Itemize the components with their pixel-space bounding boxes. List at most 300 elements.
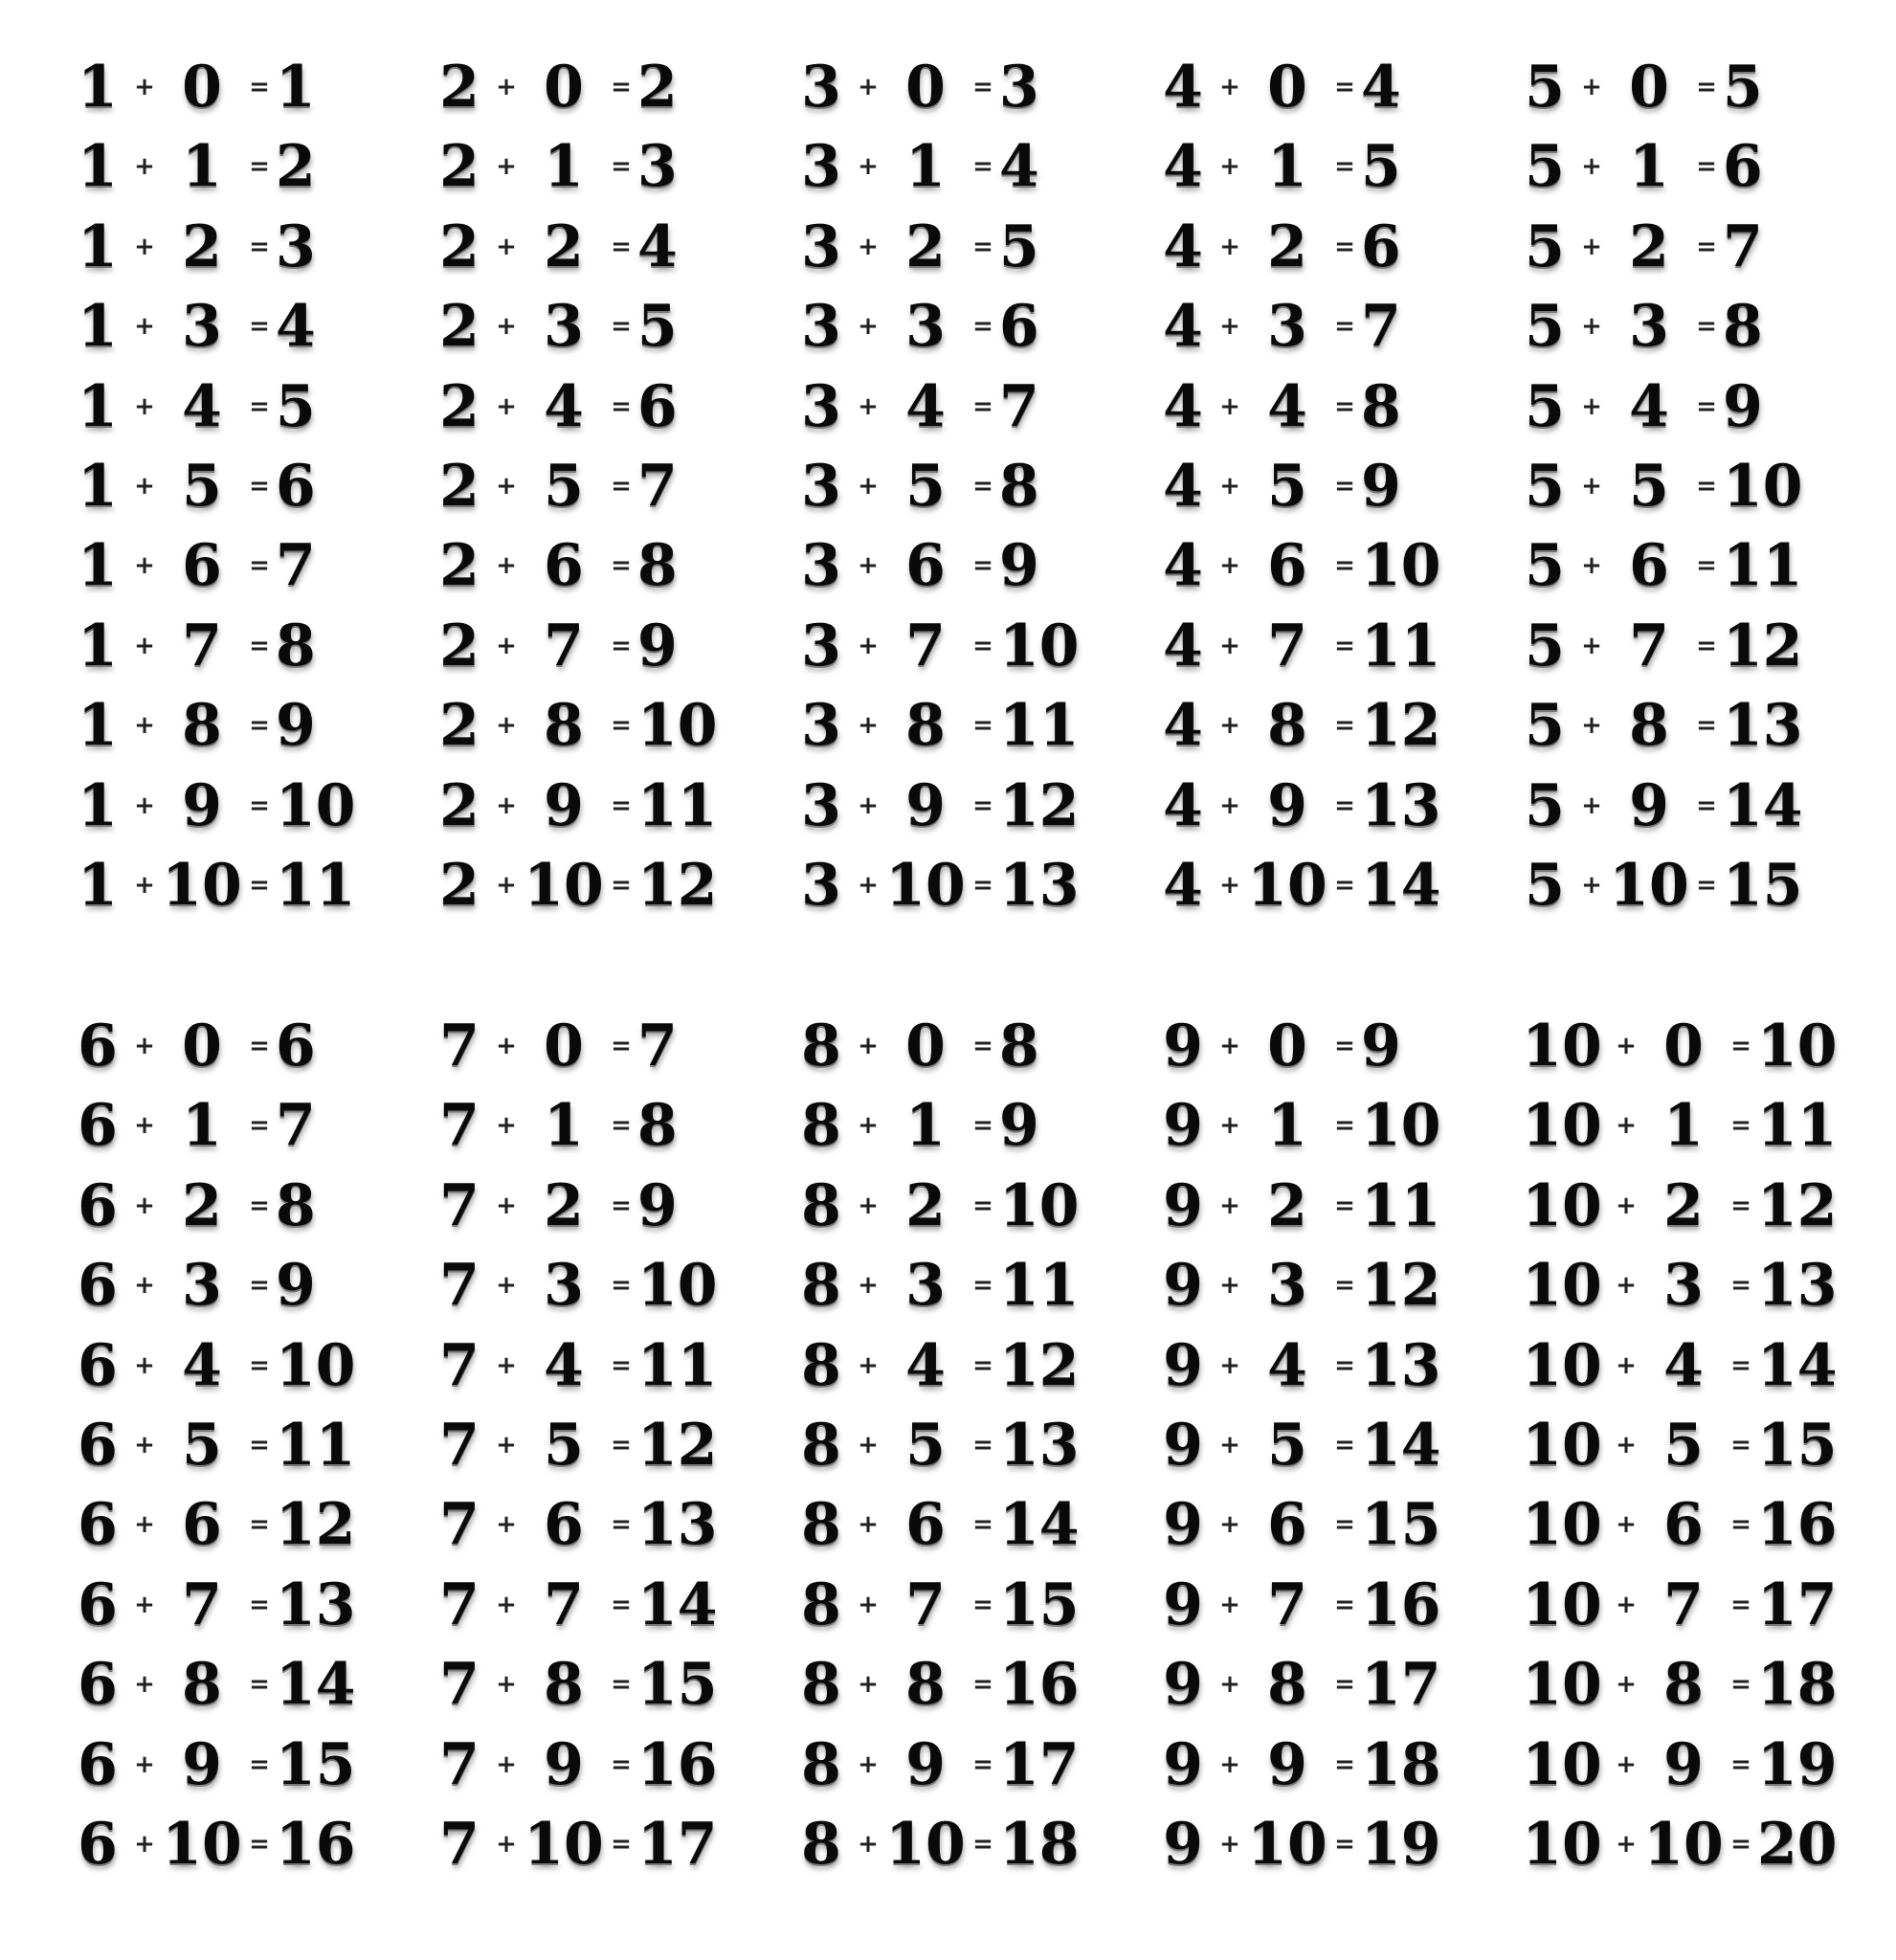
addend-b: 8	[905, 1651, 946, 1719]
addend-b: 3	[905, 1252, 946, 1320]
sum-result: 7	[1723, 212, 1763, 280]
equation-row	[791, 212, 1133, 280]
addend-b: 4	[544, 1331, 584, 1399]
plus-sign: +	[134, 631, 155, 660]
equals-sign: =	[972, 471, 993, 501]
equals-sign: =	[249, 1670, 270, 1700]
plus-sign: +	[134, 73, 155, 101]
addend-b: 7	[182, 612, 222, 679]
plus-sign: +	[1616, 1191, 1637, 1220]
equals-sign: =	[1730, 1829, 1751, 1859]
sum-result: 10	[276, 1331, 356, 1399]
plus-sign: +	[1581, 391, 1602, 421]
plus-sign: +	[1219, 870, 1240, 900]
addend-a: 5	[1525, 293, 1565, 361]
equals-sign: =	[972, 551, 993, 581]
equals-sign: =	[972, 1510, 993, 1540]
equals-sign: =	[249, 232, 270, 261]
sum-result: 13	[999, 1411, 1080, 1479]
addend-a: 7	[439, 1810, 480, 1878]
addend-a: 2	[439, 532, 480, 600]
equation-row	[1152, 532, 1495, 600]
sum-result: 10	[999, 612, 1080, 679]
addend-b: 8	[1663, 1651, 1704, 1719]
equals-sign: =	[1334, 791, 1355, 820]
plus-sign: +	[1219, 791, 1240, 820]
sum-result: 8	[276, 1171, 316, 1239]
equals-sign: =	[1696, 73, 1717, 101]
equation-row	[791, 1411, 1133, 1479]
equation-row	[791, 1331, 1133, 1399]
equation-row	[1152, 771, 1495, 839]
addend-b: 5	[1267, 1411, 1307, 1479]
equals-sign: =	[1696, 471, 1717, 501]
equals-sign: =	[611, 1271, 632, 1301]
addend-a: 1	[78, 133, 118, 201]
addend-a: 2	[439, 133, 480, 201]
equation-row	[429, 692, 771, 760]
addend-b: 5	[905, 452, 946, 520]
equation-row	[429, 1252, 771, 1320]
sum-result: 11	[276, 851, 356, 919]
addend-b: 2	[1267, 212, 1307, 280]
addend-a: 7	[439, 1331, 480, 1399]
addend-b: 1	[544, 1092, 584, 1160]
sum-result: 4	[637, 212, 678, 280]
equation-row	[429, 1651, 771, 1719]
addend-b: 5	[1629, 452, 1669, 520]
addend-b: 9	[182, 771, 222, 839]
equation-row	[791, 1252, 1133, 1320]
addend-a: 3	[801, 293, 841, 361]
addend-b: 9	[544, 771, 584, 839]
equation-row	[67, 1171, 410, 1239]
sum-result: 7	[637, 452, 678, 520]
plus-sign: +	[858, 1670, 879, 1700]
plus-sign: +	[134, 152, 155, 182]
sum-result: 12	[1723, 612, 1803, 679]
addend-a: 6	[78, 1411, 118, 1479]
sum-result: 10	[999, 1171, 1080, 1239]
plus-sign: +	[858, 312, 879, 342]
plus-sign: +	[858, 1032, 879, 1060]
equals-sign: =	[249, 870, 270, 900]
addend-a: 9	[1163, 1651, 1203, 1719]
plus-sign: +	[134, 1670, 155, 1700]
addend-b: 2	[905, 1171, 946, 1239]
equation-row	[67, 614, 410, 678]
plus-sign: +	[1219, 1829, 1240, 1859]
sum-result: 1	[276, 54, 316, 121]
addend-b: 4	[1267, 372, 1307, 440]
sum-result: 12	[1757, 1171, 1838, 1239]
plus-sign: +	[1616, 1032, 1637, 1060]
equals-sign: =	[1334, 232, 1355, 261]
addend-b: 0	[544, 54, 584, 121]
sum-result: 13	[1723, 692, 1803, 760]
sum-result: 10	[1723, 452, 1803, 520]
equation-row	[429, 1411, 771, 1479]
sum-result: 9	[999, 1092, 1039, 1160]
sum-result: 7	[1361, 293, 1401, 361]
plus-sign: +	[496, 870, 517, 900]
equation-row	[1514, 1331, 1857, 1399]
equation-row	[1152, 1651, 1495, 1719]
addend-a: 5	[1525, 612, 1565, 679]
equals-sign: =	[972, 1749, 993, 1779]
plus-sign: +	[496, 1191, 517, 1220]
plus-sign: +	[1616, 1670, 1637, 1700]
addend-a: 2	[439, 771, 480, 839]
equals-sign: =	[1696, 232, 1717, 261]
addend-b: 3	[1629, 293, 1669, 361]
addend-a: 9	[1163, 1570, 1203, 1638]
addend-b: 10	[524, 1810, 604, 1878]
addend-a: 3	[801, 452, 841, 520]
sum-result: 6	[276, 452, 316, 520]
addend-a: 1	[78, 293, 118, 361]
equals-sign: =	[1334, 631, 1355, 660]
equation-row	[429, 1014, 771, 1078]
equation-row	[1514, 212, 1857, 280]
addend-a: 9	[1163, 1810, 1203, 1878]
sum-result: 5	[276, 372, 316, 440]
addend-b: 8	[544, 1651, 584, 1719]
plus-sign: +	[134, 870, 155, 900]
plus-sign: +	[496, 551, 517, 581]
addend-a: 6	[78, 1570, 118, 1638]
equals-sign: =	[611, 73, 632, 101]
addend-b: 5	[1267, 452, 1307, 520]
addend-a: 5	[1525, 212, 1565, 280]
addend-a: 6	[78, 1171, 118, 1239]
equation-row	[791, 692, 1133, 760]
addend-a: 1	[78, 692, 118, 760]
equals-sign: =	[1334, 73, 1355, 101]
equals-sign: =	[1334, 551, 1355, 581]
sum-result: 12	[637, 851, 718, 919]
equals-sign: =	[1730, 1111, 1751, 1141]
addend-a: 10	[1522, 1651, 1602, 1719]
sum-result: 13	[1361, 1331, 1441, 1399]
addend-b: 2	[1663, 1171, 1704, 1239]
sum-result: 6	[1361, 212, 1401, 280]
addend-b: 0	[182, 1013, 222, 1080]
sum-result: 9	[276, 1252, 316, 1320]
addend-b: 8	[1629, 692, 1669, 760]
addend-a: 8	[801, 1651, 841, 1719]
plus-sign: +	[496, 1829, 517, 1859]
sum-result: 8	[999, 1013, 1039, 1080]
addend-b: 1	[544, 133, 584, 201]
sum-result: 11	[276, 1411, 356, 1479]
sum-result: 9	[1723, 372, 1763, 440]
plus-sign: +	[496, 312, 517, 342]
plus-sign: +	[496, 73, 517, 101]
equals-sign: =	[972, 1670, 993, 1700]
equation-row	[1152, 1171, 1495, 1239]
sum-result: 4	[1361, 54, 1401, 121]
equals-sign: =	[1730, 1670, 1751, 1700]
equation-row	[791, 1730, 1133, 1798]
addend-b: 1	[1267, 1092, 1307, 1160]
plus-sign: +	[134, 1111, 155, 1141]
equation-row	[791, 452, 1133, 520]
equation-row	[791, 614, 1133, 678]
equation-row	[429, 614, 771, 678]
equals-sign: =	[1334, 471, 1355, 501]
equals-sign: =	[972, 1271, 993, 1301]
sum-result: 10	[276, 771, 356, 839]
addend-b: 9	[1629, 771, 1669, 839]
sum-result: 17	[637, 1810, 718, 1878]
addend-a: 4	[1163, 692, 1203, 760]
equals-sign: =	[972, 1590, 993, 1619]
equals-sign: =	[611, 391, 632, 421]
addend-a: 6	[78, 1013, 118, 1080]
equals-sign: =	[1730, 1032, 1751, 1060]
sum-result: 9	[637, 612, 678, 679]
equals-sign: =	[611, 791, 632, 820]
plus-sign: +	[134, 471, 155, 501]
equals-sign: =	[611, 1510, 632, 1540]
addend-b: 10	[162, 851, 242, 919]
sum-result: 7	[276, 532, 316, 600]
sum-result: 13	[1757, 1252, 1838, 1320]
sum-result: 11	[637, 771, 718, 839]
equals-sign: =	[1334, 870, 1355, 900]
equals-sign: =	[249, 1191, 270, 1220]
sum-result: 7	[637, 1013, 678, 1080]
equals-sign: =	[1696, 312, 1717, 342]
addend-b: 10	[885, 851, 966, 919]
equation-row	[429, 293, 771, 361]
addend-b: 5	[544, 452, 584, 520]
addend-a: 3	[801, 612, 841, 679]
sum-result: 15	[1723, 851, 1803, 919]
equals-sign: =	[249, 73, 270, 101]
sum-result: 11	[637, 1331, 718, 1399]
addend-b: 7	[544, 1570, 584, 1638]
addend-b: 1	[1663, 1092, 1704, 1160]
addend-b: 2	[1629, 212, 1669, 280]
addend-a: 8	[801, 1810, 841, 1878]
equation-row	[1152, 1810, 1495, 1878]
addend-a: 7	[439, 1411, 480, 1479]
equals-sign: =	[611, 870, 632, 900]
equals-sign: =	[249, 1350, 270, 1380]
equals-sign: =	[1696, 391, 1717, 421]
addend-b: 5	[905, 1411, 946, 1479]
equation-row	[1152, 1014, 1495, 1078]
equals-sign: =	[249, 1510, 270, 1540]
addend-a: 10	[1522, 1730, 1602, 1798]
addend-a: 2	[439, 54, 480, 121]
plus-sign: +	[496, 631, 517, 660]
addend-b: 5	[182, 1411, 222, 1479]
sum-result: 5	[999, 212, 1039, 280]
equals-sign: =	[611, 1430, 632, 1459]
equation-row	[67, 1331, 410, 1399]
addend-a: 10	[1522, 1092, 1602, 1160]
addend-a: 5	[1525, 771, 1565, 839]
addend-b: 5	[1663, 1411, 1704, 1479]
plus-sign: +	[134, 1590, 155, 1619]
equals-sign: =	[249, 551, 270, 581]
equation-row	[1152, 1730, 1495, 1798]
equals-sign: =	[249, 312, 270, 342]
plus-sign: +	[1616, 1350, 1637, 1380]
addend-b: 0	[1267, 1013, 1307, 1080]
addend-a: 3	[801, 54, 841, 121]
addend-a: 8	[801, 1092, 841, 1160]
addend-a: 4	[1163, 372, 1203, 440]
sum-result: 14	[1757, 1331, 1838, 1399]
equation-row	[67, 372, 410, 440]
sum-result: 7	[999, 372, 1039, 440]
plus-sign: +	[858, 791, 879, 820]
addend-a: 3	[801, 212, 841, 280]
equation-row	[429, 771, 771, 839]
equation-row	[67, 1252, 410, 1320]
addend-b: 8	[182, 692, 222, 760]
plus-sign: +	[1581, 631, 1602, 660]
addend-b: 9	[1267, 771, 1307, 839]
equals-sign: =	[611, 152, 632, 182]
plus-sign: +	[858, 73, 879, 101]
addend-b: 4	[905, 1331, 946, 1399]
equals-sign: =	[249, 1749, 270, 1779]
addend-a: 6	[78, 1491, 118, 1559]
equals-sign: =	[1334, 1749, 1355, 1779]
sum-result: 13	[637, 1491, 718, 1559]
addend-b: 1	[182, 133, 222, 201]
addend-b: 1	[905, 1092, 946, 1160]
addend-a: 7	[439, 1013, 480, 1080]
plus-sign: +	[858, 631, 879, 660]
plus-sign: +	[496, 1271, 517, 1301]
equals-sign: =	[249, 471, 270, 501]
plus-sign: +	[496, 232, 517, 261]
equals-sign: =	[249, 1271, 270, 1301]
plus-sign: +	[134, 391, 155, 421]
equals-sign: =	[611, 1590, 632, 1619]
equals-sign: =	[611, 312, 632, 342]
equals-sign: =	[1334, 312, 1355, 342]
equation-row	[429, 212, 771, 280]
equals-sign: =	[611, 711, 632, 741]
sum-result: 5	[1361, 133, 1401, 201]
equals-sign: =	[1334, 1670, 1355, 1700]
equals-sign: =	[972, 312, 993, 342]
equals-sign: =	[1696, 631, 1717, 660]
plus-sign: +	[1219, 391, 1240, 421]
equation-row	[1152, 293, 1495, 361]
sum-result: 2	[637, 54, 678, 121]
addition-table-3	[771, 56, 1133, 917]
plus-sign: +	[1219, 312, 1240, 342]
equation-row	[1514, 1810, 1857, 1878]
equals-sign: =	[1730, 1590, 1751, 1619]
equals-sign: =	[249, 1590, 270, 1619]
addend-b: 3	[182, 293, 222, 361]
addend-b: 0	[905, 1013, 946, 1080]
addition-table-1	[48, 56, 410, 917]
addend-a: 2	[439, 851, 480, 919]
addend-a: 7	[439, 1730, 480, 1798]
addend-a: 5	[1525, 532, 1565, 600]
addend-a: 5	[1525, 851, 1565, 919]
addend-a: 1	[78, 54, 118, 121]
plus-sign: +	[1581, 471, 1602, 501]
equation-row	[791, 1092, 1133, 1160]
plus-sign: +	[496, 1111, 517, 1141]
addend-b: 6	[544, 532, 584, 600]
sum-result: 8	[637, 1092, 678, 1160]
plus-sign: +	[1219, 551, 1240, 581]
addend-a: 10	[1522, 1013, 1602, 1080]
addend-b: 4	[905, 372, 946, 440]
equation-row	[1514, 372, 1857, 440]
addend-b: 7	[182, 1570, 222, 1638]
equals-sign: =	[972, 1032, 993, 1060]
sum-result: 11	[999, 692, 1080, 760]
equation-row	[429, 1570, 771, 1638]
addend-b: 6	[1663, 1491, 1704, 1559]
addend-b: 7	[1267, 1570, 1307, 1638]
equals-sign: =	[1334, 1032, 1355, 1060]
plus-sign: +	[496, 1670, 517, 1700]
addition-table-6	[48, 1014, 410, 1876]
addition-table-2	[410, 56, 771, 917]
plus-sign: +	[134, 1749, 155, 1779]
addend-a: 5	[1525, 452, 1565, 520]
plus-sign: +	[134, 1271, 155, 1301]
sum-result: 16	[637, 1730, 718, 1798]
addend-b: 9	[182, 1730, 222, 1798]
plus-sign: +	[1581, 232, 1602, 261]
addend-a: 1	[78, 532, 118, 600]
addend-b: 9	[1267, 1730, 1307, 1798]
plus-sign: +	[1219, 631, 1240, 660]
plus-sign: +	[134, 1510, 155, 1540]
plus-sign: +	[858, 1829, 879, 1859]
sum-result: 15	[276, 1730, 356, 1798]
equals-sign: =	[1334, 711, 1355, 741]
addend-a: 6	[78, 1810, 118, 1878]
addend-b: 10	[885, 1810, 966, 1878]
sum-result: 12	[1361, 1252, 1441, 1320]
addend-b: 3	[1267, 293, 1307, 361]
addend-b: 2	[182, 1171, 222, 1239]
sum-result: 6	[276, 1013, 316, 1080]
addend-a: 3	[801, 532, 841, 600]
plus-sign: +	[134, 1829, 155, 1859]
plus-sign: +	[858, 1510, 879, 1540]
addend-b: 0	[1663, 1013, 1704, 1080]
plus-sign: +	[496, 1032, 517, 1060]
addend-b: 6	[905, 1491, 946, 1559]
plus-sign: +	[1616, 1510, 1637, 1540]
addend-a: 3	[801, 692, 841, 760]
equation-row	[67, 1014, 410, 1078]
equation-row	[1514, 293, 1857, 361]
sum-result: 12	[637, 1411, 718, 1479]
plus-sign: +	[1616, 1430, 1637, 1459]
equation-row	[1152, 133, 1495, 201]
sum-result: 8	[637, 532, 678, 600]
addend-a: 4	[1163, 452, 1203, 520]
